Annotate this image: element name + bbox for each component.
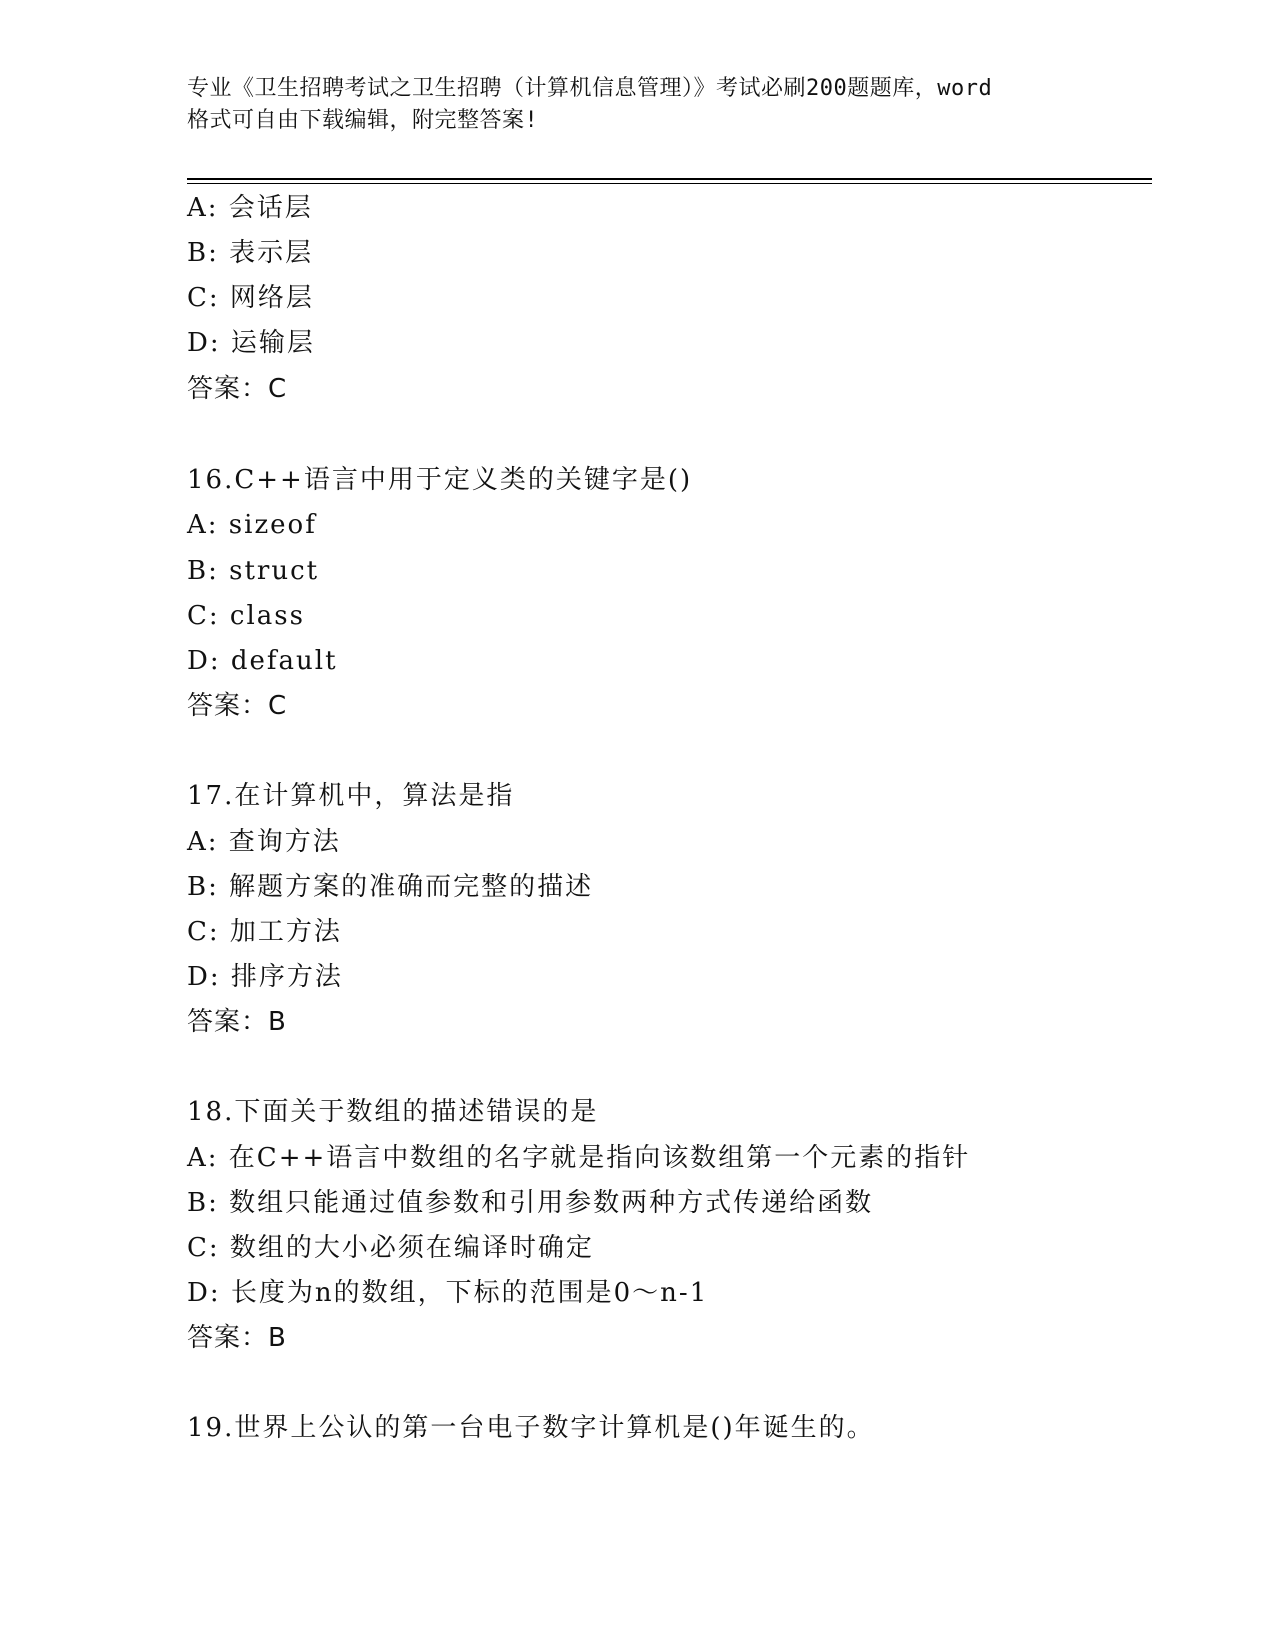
q18-option-d: D: 长度为n的数组，下标的范围是0～n-1 xyxy=(187,1278,709,1308)
q18-answer: 答案：B xyxy=(187,1323,287,1353)
header-line-2: 格式可自由下载编辑，附完整答案! xyxy=(187,108,539,133)
q16-question: 16.C++语言中用于定义类的关键字是() xyxy=(187,465,693,495)
q15-option-b: B: 表示层 xyxy=(187,238,314,268)
q15-option-c: C: 网络层 xyxy=(187,283,314,313)
header-rule-thick xyxy=(187,178,1152,180)
q17-answer: 答案：B xyxy=(187,1007,287,1037)
q17-option-b: B: 解题方案的准确而完整的描述 xyxy=(187,872,594,902)
q19-question: 19.世界上公认的第一台电子数字计算机是()年诞生的。 xyxy=(187,1413,875,1443)
header-rule-thin xyxy=(187,183,1152,184)
q16-option-c: C: class xyxy=(187,601,305,631)
q15-answer: 答案：C xyxy=(187,374,288,404)
q18-option-a: A: 在C++语言中数组的名字就是指向该数组第一个元素的指针 xyxy=(187,1143,971,1173)
q17-option-d: D: 排序方法 xyxy=(187,962,343,992)
q18-option-c: C: 数组的大小必须在编译时确定 xyxy=(187,1233,594,1263)
q16-option-b: B: struct xyxy=(187,556,320,586)
q17-option-c: C: 加工方法 xyxy=(187,917,342,947)
q15-option-d: D: 运输层 xyxy=(187,328,315,358)
q18-question: 18.下面关于数组的描述错误的是 xyxy=(187,1097,599,1127)
q17-option-a: A: 查询方法 xyxy=(187,827,341,857)
q16-answer: 答案：C xyxy=(187,691,288,721)
document-header xyxy=(187,73,1087,137)
q16-option-d: D: default xyxy=(187,646,338,676)
q16-option-a: A: sizeof xyxy=(187,510,317,540)
header-line-1: 专业《卫生招聘考试之卫生招聘（计算机信息管理）》考试必刷200题题库，word xyxy=(187,76,993,101)
q15-option-a: A: 会话层 xyxy=(187,193,313,223)
q17-question: 17.在计算机中，算法是指 xyxy=(187,781,515,811)
q18-option-b: B: 数组只能通过值参数和引用参数两种方式传递给函数 xyxy=(187,1188,874,1218)
